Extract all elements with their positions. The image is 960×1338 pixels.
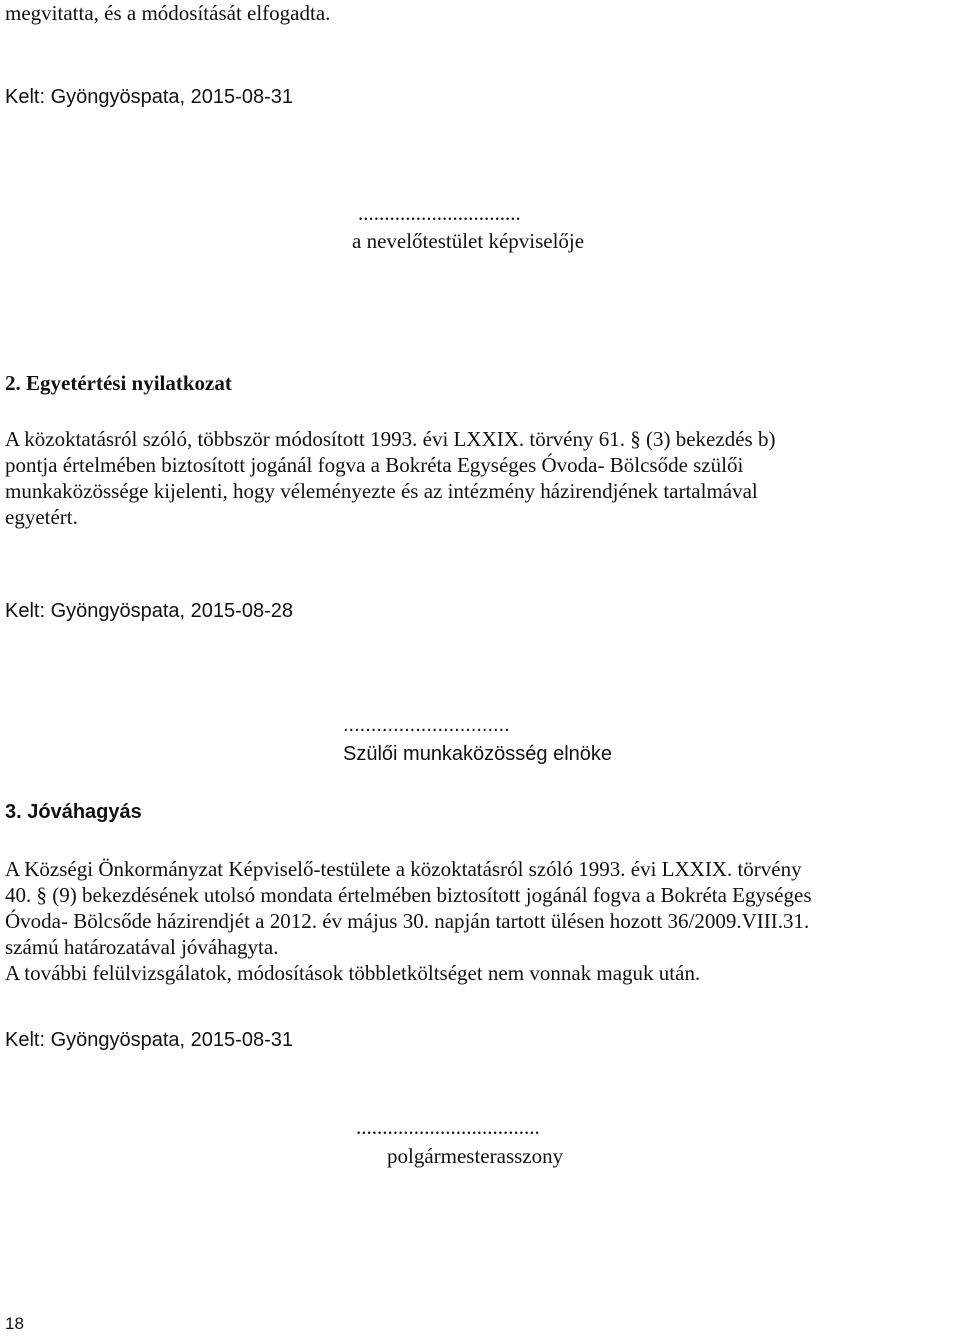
section-body-3 [5,856,812,986]
date-line-2: Kelt: Gyöngyöspata, 2015-08-28 [5,600,293,622]
date-line-3: Kelt: Gyöngyöspata, 2015-08-31 [5,1029,293,1051]
continued-text: megvitatta, és a módosítását elfogadta. [5,1,331,25]
body-line: munkaközössége kijelenti, hogy véleményezte és az intézmény házirendjének tartalmával [5,479,758,503]
body-line: A közoktatásról szóló, többször módosított 1993. évi LXXIX. törvény 61. § (3) bekezdés b) [5,427,776,451]
body-line: számú határozatával jóváhagyta. [5,935,279,959]
signature-line-1: ............................... [358,201,521,225]
page-number: 18 [5,1314,24,1333]
body-line: pontja értelmében biztosított jogánál fogva a Bokréta Egységes Óvoda- Bölcsőde szülői [5,453,744,477]
signature-title-2: Szülői munkaközösség elnöke [343,743,613,765]
signature-line-3: ................................... [356,1115,540,1139]
signature-line-2: .............................. [343,714,510,736]
body-line: 40. § (9) bekezdésének utolsó mondata értelmében biztosított jogánál fogva a Bokréta Egységes [5,883,812,907]
body-line: A további felülvizsgálatok, módosítások többletköltséget nem vonnak maguk után. [5,961,701,985]
signature-title-1: a nevelőtestület képviselője [352,229,585,253]
signature-title-3: polgármesterasszony [387,1144,564,1168]
date-line-1: Kelt: Gyöngyöspata, 2015-08-31 [5,86,293,108]
section-heading-2: 2. Egyetértési nyilatkozat [5,371,232,395]
body-line: egyetért. [5,505,78,529]
body-line: Óvoda- Bölcsőde házirendjét a 2012. év május 30. napján tartott ülésen hozott 36/2009.VIII.31. [5,909,810,933]
section-body-2 [5,426,775,530]
body-line: A Községi Önkormányzat Képviselő-testülete a közoktatásról szóló 1993. évi LXXIX. törvény [5,857,802,881]
section-heading-3: 3. Jóváhagyás [5,801,142,823]
